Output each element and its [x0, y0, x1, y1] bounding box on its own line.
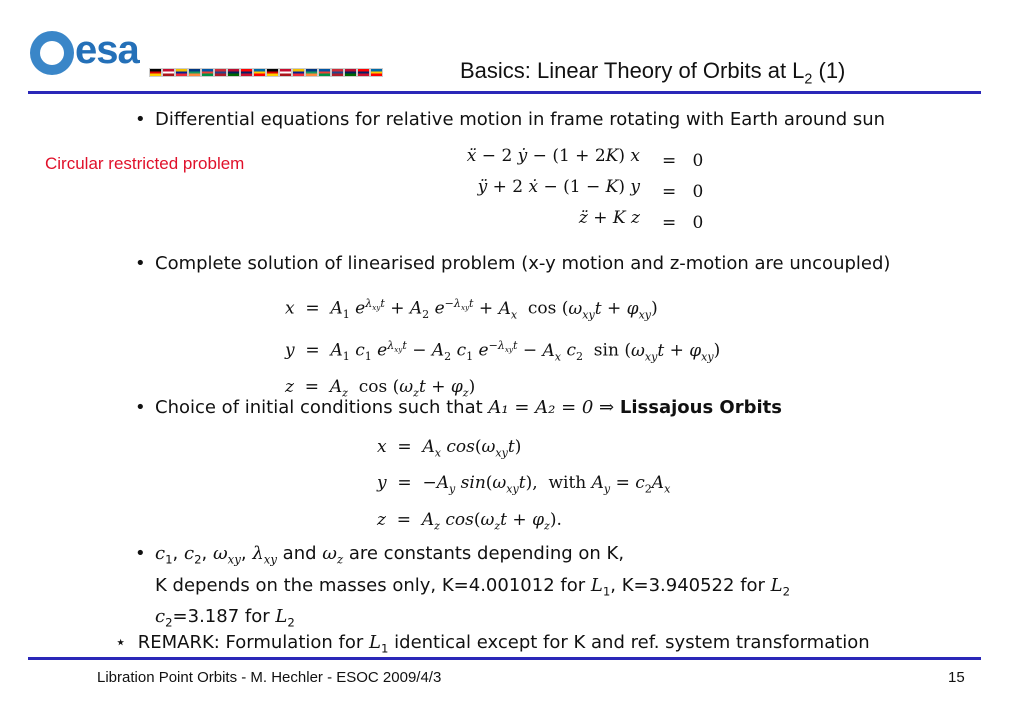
header-rule [28, 91, 981, 94]
flag-icon [345, 69, 356, 76]
flag-icon [306, 69, 317, 76]
bullet-4-line2a: K depends on the masses only, K=4.001012 for [155, 574, 586, 596]
flag-icon [267, 69, 278, 76]
bullet-1-text: Differential equations for relative motion in frame rotating with Earth around sun [155, 109, 886, 130]
flag-icon [202, 69, 213, 76]
eq-motion-x: ẍ − 2 ẏ − (1 + 2K) x [466, 146, 640, 166]
eq-motion-z: z̈ + K z [578, 208, 640, 228]
remark-text: REMARK: Formulation for [137, 632, 364, 653]
flag-icon [241, 69, 252, 76]
bullet-4-line2b: , K=3.940522 for [610, 574, 765, 596]
flag-icon [228, 69, 239, 76]
bullet-4-text: are constants depending on K, [348, 543, 625, 564]
solution-y: $y = A_1$ $c_1$ $e^{\lambda_{xy}t} - A_2$ $c_1$ $e^{-\lambda_{xy}t} - A_x$ $c_2$ $\sin (\omega_{xy}t + \varphi_{xy})$ [285, 339, 721, 364]
flag-icon [293, 69, 304, 76]
solution-z: $z = A_z$ $\cos (\omega_zt + \varphi_z)$ [285, 377, 476, 400]
lissajous-z: $z = A_z$ $\cos(\omega_zt + \varphi_z)$. [377, 509, 562, 533]
lissajous-solution [377, 432, 670, 541]
flag-icon [319, 69, 330, 76]
flag-icon [215, 69, 226, 76]
flag-icon [371, 69, 382, 76]
esa-logo [28, 26, 148, 76]
bullet-2-text: Complete solution of linearised problem (x-y motion and z-motion are uncoupled) [155, 253, 891, 274]
bullet-3-text: Choice of initial conditions such that [155, 397, 483, 418]
bullet-3: • Choice of initial conditions such that A₁ = A₂ = 0 ⇒ Lissajous Orbits [135, 397, 782, 418]
flag-icon [150, 69, 161, 76]
flag-icon [332, 69, 343, 76]
equations-of-motion [400, 146, 730, 236]
page-title: Basics: Linear Theory of Orbits at $L_2$ (1) [460, 58, 846, 88]
flag-icon [280, 69, 291, 76]
eq-motion-rhs: = 0 = 0 = 0 [662, 151, 704, 233]
solution-x: $x = A_1$ $e^{\lambda_{xy}t} + A_2$ $e^{-\lambda_{xy}t} + A_x$ $\cos (\omega_{xy}t + \varphi_{xy})$ [285, 297, 658, 322]
flag-icon [358, 69, 369, 76]
remark-tail: identical except for K and ref. system transformation [394, 632, 870, 653]
footer-text: Libration Point Orbits - M. Hechler - ESOC 2009/4/3 [97, 669, 442, 686]
esa-logo-text: esa [75, 28, 139, 72]
eq-motion-y: ÿ + 2 ẋ − (1 − K) y [477, 177, 640, 197]
bullet-3-bold: Lissajous Orbits [619, 397, 782, 418]
side-label: Circular restricted problem [45, 154, 245, 173]
lissajous-y: $y = -A_y$ $\sin(\omega_{xy}t)$, with $A_y = c_2A_x$ [377, 473, 671, 496]
esa-logo-swoosh [40, 41, 64, 65]
flag-icon [163, 69, 174, 76]
lissajous-x: $x = A_x$ $\cos(\omega_{xy}t)$ [377, 437, 522, 460]
flag-icon [189, 69, 200, 76]
bullet-2: • Complete solution of linearised problem (x-y motion and z-motion are uncoupled) [135, 253, 891, 274]
footer-rule [28, 657, 981, 660]
bullet-3-math: A₁ = A₂ = 0 ⇒ [488, 397, 615, 418]
page-number: 15 [948, 669, 965, 686]
bullet-1: • Differential equations for relative motion in frame rotating with Earth around sun [135, 109, 886, 130]
bullet-4-line3: =3.187 for [172, 606, 270, 628]
flag-icon [254, 69, 265, 76]
flag-icon [176, 69, 187, 76]
member-flags [150, 62, 384, 72]
bullet-4: • $c_1$, $c_2$, $\omega_{xy}$, $\lambda_{xy}$ and $\omega_z$ are constants depending on K, K depends on the masses only, K=4.001012 for $L_1$, K=3.940522 for $L_2$ $c_2=3.187$ for $L_2$ [135, 543, 791, 630]
general-solution [285, 288, 720, 408]
remark: ⋆ REMARK: Formulation for $L_1$ identical except for K and ref. system transformation [115, 632, 870, 656]
